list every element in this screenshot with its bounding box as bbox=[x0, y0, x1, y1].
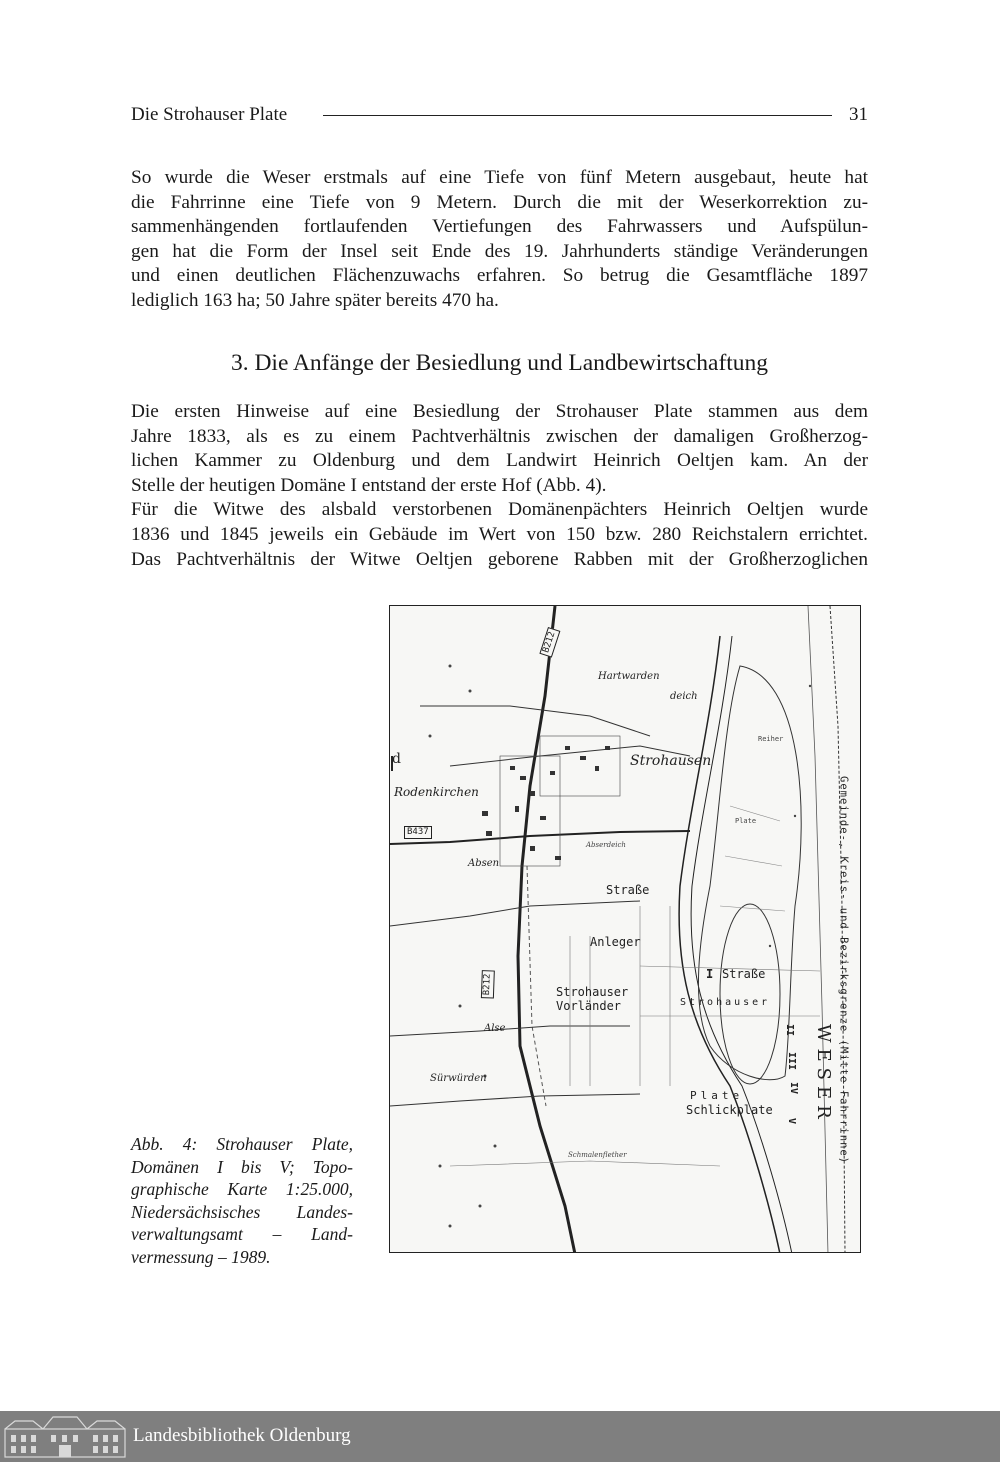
caption-line: Abb. 4: Strohauser Plate, bbox=[131, 1134, 353, 1154]
map-label-abserdeich: Abserdeich bbox=[586, 841, 626, 849]
caption-line: Niedersächsisches Landes- bbox=[131, 1201, 353, 1222]
map-label-d-marker: d bbox=[392, 751, 401, 767]
map-label-alse: Alse bbox=[484, 1023, 506, 1034]
topographic-map bbox=[389, 605, 861, 1253]
text-line: lichen Kammer zu Oldenburg und dem Landwirt Heinrich Oeltjen kam. An der bbox=[131, 450, 868, 472]
page-number: 31 bbox=[849, 104, 868, 125]
map-label-boundary: Gemeinde-, Kreis- und Bezirksgrenze (Mitte Fahrrinne) bbox=[837, 776, 850, 1165]
text-line: Stelle der heutigen Domäne I entstand der erste Hof (Abb. 4). bbox=[131, 474, 607, 496]
map-label-strasse-2: Straße bbox=[722, 967, 766, 981]
library-footer-bar bbox=[0, 1411, 1000, 1462]
map-label-strohauser-plate: Strohauser bbox=[680, 997, 771, 1008]
map-label-absen: Absen bbox=[468, 858, 500, 869]
map-label-plate-small: Plate bbox=[735, 817, 757, 825]
text-line: Das Pachtverhältnis der Witwe Oeltjen geborene Rabben mit der Großherzoglichen bbox=[131, 548, 868, 570]
text-line: gen hat die Form der Insel seit Ende des 19. Jahrhunderts ständige Veränderungen bbox=[131, 240, 868, 262]
text-line: 1836 und 1845 jeweils ein Gebäude im Wert von 150 bzw. 280 Reichstalern errichtet. bbox=[131, 523, 868, 545]
text-line: So wurde die Weser erstmals auf eine Tiefe von fünf Metern ausgebaut, heute hat bbox=[131, 167, 868, 188]
map-label-schmalenfleth: Schmalenflether bbox=[568, 1151, 627, 1159]
running-header bbox=[131, 102, 868, 128]
map-label-domain-ii: II bbox=[784, 1024, 795, 1037]
map-label-strasse-1: Straße bbox=[606, 883, 650, 897]
caption-line: Domänen I bis V; Topo- bbox=[131, 1156, 353, 1177]
header-rule bbox=[323, 115, 832, 116]
caption-line: verwaltungsamt – Land- bbox=[131, 1224, 353, 1244]
text-line: sammenhängenden fortlaufenden Vertiefungen des Fahrwassers und Aufspülun- bbox=[131, 216, 868, 238]
map-label-rodenkirchen: Rodenkirchen bbox=[394, 785, 479, 799]
library-building-logo bbox=[3, 1413, 127, 1459]
map-label-domain-iii: III bbox=[786, 1052, 797, 1071]
paragraph-settlement bbox=[131, 400, 868, 572]
map-label-plate: Plate bbox=[690, 1089, 744, 1102]
map-label-b437: B437 bbox=[404, 826, 432, 839]
map-label-b212-top: B212 bbox=[539, 627, 560, 657]
figure-caption bbox=[131, 1133, 353, 1268]
map-label-strohauser-vorlaender-2: Vorländer bbox=[556, 999, 622, 1013]
map-label-strohausen: Strohausen bbox=[630, 753, 712, 769]
map-label-reiher: Reiher bbox=[758, 735, 784, 743]
map-label-anleger: Anleger bbox=[590, 935, 641, 949]
text-line: Jahre 1833, als es zu einem Pachtverhältnis zwischen der damaligen Großherzog- bbox=[131, 425, 868, 447]
section-heading: 3. Die Anfänge der Besiedlung und Landbewirtschaftung bbox=[230, 350, 769, 376]
text-line: Für die Witwe des alsbald verstorbenen Domänenpächters Heinrich Oeltjen wurde bbox=[131, 499, 868, 521]
library-name: Landesbibliothek Oldenburg bbox=[133, 1425, 351, 1446]
caption-line: vermessung – 1989. bbox=[131, 1246, 271, 1267]
map-label-domain-iv: IV bbox=[788, 1082, 799, 1095]
map-label-strohauser-vorlaender-1: Strohauser bbox=[556, 985, 629, 999]
map-label-schlickplate: Schlickplate bbox=[686, 1103, 773, 1117]
text-line: lediglich 163 ha; 50 Jahre später bereits 470 ha. bbox=[131, 289, 499, 311]
map-label-roman-i: I bbox=[706, 967, 714, 981]
text-line: und einen deutlichen Flächenzuwachs erfahren. So betrug die Gesamtfläche 1897 bbox=[131, 265, 868, 287]
map-label-suerwuerden: Sürwürden bbox=[430, 1073, 487, 1084]
paragraph-weser-deepening bbox=[131, 166, 868, 314]
map-label-hartwarden: Hartwarden bbox=[598, 671, 660, 682]
map-label-weser: WESER bbox=[813, 1024, 834, 1125]
running-title: Die Strohauser Plate bbox=[131, 104, 288, 125]
map-label-deich: deich bbox=[670, 691, 698, 702]
caption-line: graphische Karte 1:25.000, bbox=[131, 1179, 353, 1199]
text-line: Die ersten Hinweise auf eine Besiedlung der Strohauser Plate stammen aus dem bbox=[131, 401, 868, 422]
text-line: die Fahrrinne eine Tiefe von 9 Metern. Durch die mit der Weserkorrektion zu- bbox=[131, 191, 868, 213]
map-label-b212-mid: B212 bbox=[481, 970, 495, 998]
map-label-domain-v: V bbox=[786, 1118, 797, 1125]
